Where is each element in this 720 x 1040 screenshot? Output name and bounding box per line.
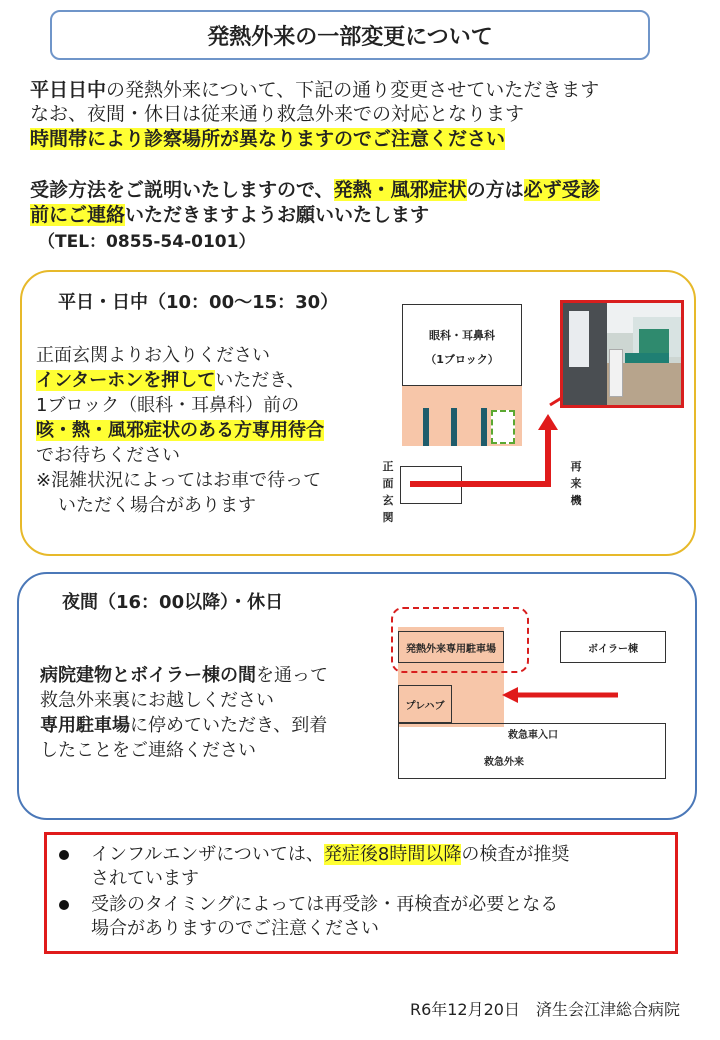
entrance-char: 正 xyxy=(382,460,394,473)
notes-box xyxy=(44,832,678,954)
note-1-highlight: 発症後8時間以降 xyxy=(323,844,462,865)
intro-must-highlight: 必ず受診 xyxy=(523,179,600,201)
weekday-line-5: でお待ちください xyxy=(36,445,180,466)
note-1-c: されています xyxy=(91,868,199,889)
intro-line-5 xyxy=(30,203,429,227)
intro-weekday-emphasis: 平日日中 xyxy=(30,79,107,101)
footer xyxy=(410,997,680,1020)
weekday-line-6: ※混雑状況によってはお車で待って xyxy=(36,470,322,491)
page-title xyxy=(50,10,650,60)
night-line-3-text: に停めていただき、到着 xyxy=(130,715,328,736)
night-heading: 夜間（16：00以降）・休日 xyxy=(62,592,284,613)
intro-line-2: なお、夜間・休日は従来通り救急外来での対応となります xyxy=(30,103,525,125)
intro-symptoms-highlight: 発熱・風邪症状 xyxy=(333,179,467,201)
intro-line-4 xyxy=(30,178,600,202)
night-line-4: したことをご連絡ください xyxy=(40,740,256,761)
footer-hospital: 済生会江津総合病院 xyxy=(535,1000,680,1019)
intro-caution-highlight: 時間帯により診察場所が異なりますのでご注意ください xyxy=(30,128,506,150)
intro-line-1-text: の発熱外来について、下記の通り変更させていただきます xyxy=(106,79,600,101)
note-1-b: の検査が推奨 xyxy=(461,844,570,865)
entrance-char: 面 xyxy=(382,477,394,490)
entrance-char: 関 xyxy=(382,511,394,524)
reception-char: 再 xyxy=(570,460,582,473)
intro-line-3 xyxy=(30,127,505,151)
waiting-area-photo xyxy=(560,300,684,408)
intro-line-1 xyxy=(30,78,599,102)
weekday-waiting-highlight: 咳・熱・風邪症状のある方専用待合 xyxy=(36,420,324,441)
prefab-label: プレハブ xyxy=(405,700,445,712)
weekday-line-2 xyxy=(36,368,305,393)
page-title-text: 発熱外来の一部変更について xyxy=(207,24,493,50)
footer-date: R6年12月20日 xyxy=(409,1000,520,1019)
intro-contact-highlight: 前にご連絡 xyxy=(30,204,126,226)
weekday-intercom-highlight: インターホンを押して xyxy=(36,370,216,391)
intro-line-4-b: の方は xyxy=(466,179,524,201)
bullet-icon xyxy=(59,850,69,860)
night-line-1 xyxy=(40,663,328,688)
note-2-b: 場合がありますのでご注意ください xyxy=(91,918,379,939)
note-text xyxy=(91,843,569,867)
bullet-icon xyxy=(59,900,69,910)
night-parking-emphasis: 専用駐車場 xyxy=(40,715,130,736)
night-route-emphasis: 病院建物とボイラー棟の間 xyxy=(40,665,256,686)
entrance-char: 玄 xyxy=(382,494,394,507)
night-route-arrow-icon xyxy=(388,603,688,788)
night-line-2: 救急外来裏にお越しください xyxy=(40,690,274,711)
note-2-a: 受診のタイミングによっては再受診・再検査が必要となる xyxy=(91,894,559,915)
intro-tel: （TEL：0855-54-0101） xyxy=(38,232,256,252)
reception-char: 機 xyxy=(570,494,582,507)
night-line-3 xyxy=(40,713,327,738)
ent-block-label: 眼科・耳鼻科 xyxy=(429,329,495,342)
er-label: 救急外来 xyxy=(484,757,524,768)
fever-parking-label: 発熱外来専用駐車場 xyxy=(406,643,496,655)
weekday-heading: 平日・日中（10：00～15：30） xyxy=(58,292,339,313)
night-line-1-text: を通って xyxy=(256,665,328,686)
weekday-line-3: 1ブロック（眼科・耳鼻科）前の xyxy=(36,395,300,416)
weekday-line-4 xyxy=(36,418,324,443)
reception-char: 来 xyxy=(570,477,582,490)
ambulance-entrance-label: 救急車入口 xyxy=(508,730,558,741)
weekday-line-2-text: いただき、 xyxy=(215,370,305,391)
ent-block-sublabel: （1ブロック） xyxy=(425,353,499,366)
intro-line-4-a: 受診方法をご説明いたしますので、 xyxy=(30,179,334,201)
weekday-line-1: 正面玄関よりお入りください xyxy=(36,345,270,366)
intro-line-5-text: いただきますようお願いいたします xyxy=(125,204,430,226)
note-1-a: インフルエンザについては、 xyxy=(91,844,324,865)
boiler-label: ボイラー棟 xyxy=(588,643,638,655)
weekday-line-7: いただく場合があります xyxy=(58,495,256,516)
weekday-map xyxy=(380,300,690,540)
night-map xyxy=(388,603,688,788)
